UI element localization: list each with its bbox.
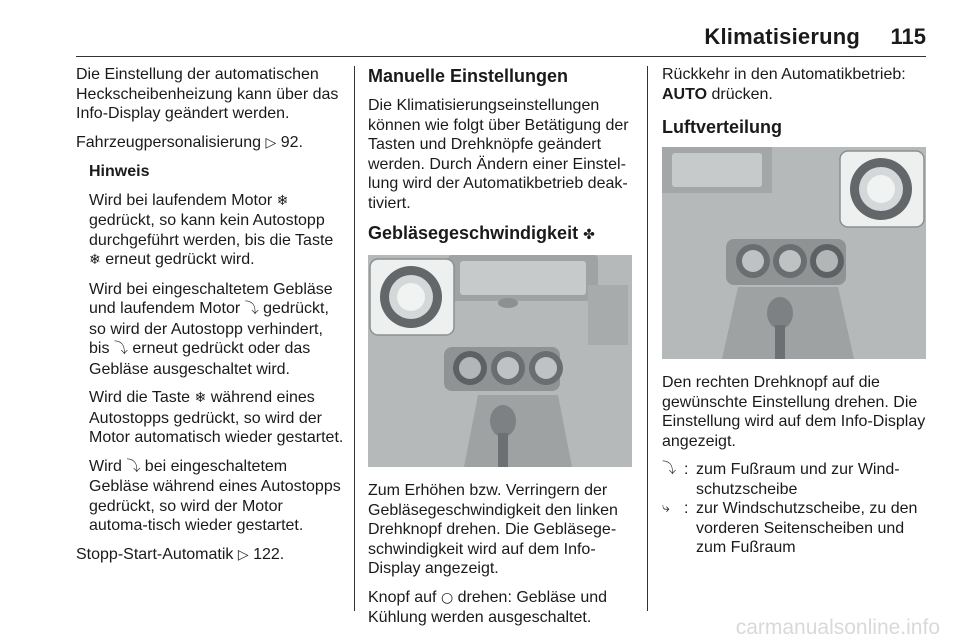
paragraph: Die Einstellung der automatischen Heckscheibenheizung kann über das Info-Display geändert werden. [76,66,339,122]
column-separator [647,66,648,611]
note-paragraph: Wird die Taste ❄ während eines Autostopps gedrückt, so wird der Motor automatisch wieder gestartet. [89,389,344,446]
note-paragraph: Wird bei eingeschaltetem Gebläse und laufendem Motor ⤵ gedrückt, so wird der Autostopp verhindert, bis ⤵ erneut gedrückt oder das Gebläse ausgeschaltet wird. [89,280,333,378]
cross-ref-page[interactable]: 92. [280,133,303,151]
list-item-description: zum Fußraum und zur Wind-schutzscheibe [696,461,900,498]
page-number: 115 [890,24,926,49]
paragraph [76,545,344,566]
air-distribution-list [662,460,930,558]
floor-windshield-icon: ⤵ [113,341,128,357]
off-icon: ○ [440,589,454,606]
paragraph: Die Klimatisierungseinstellungen können wie folgt über Betätigung der Tasten und Drehknöpfe geändert werden. Durch Ändern einer Einstel-lung wird der Automatikbetrieb deak-tiviert. [368,97,629,212]
column-3 [662,65,930,558]
note-paragraph: Wird bei laufendem Motor ❄ gedrückt, so kann kein Autostopp durchgeführt werden, bis die Taste ❄ erneut gedrückt wird. [89,191,334,268]
paragraph [76,133,344,154]
ac-icon: ❄ [194,390,207,406]
list-item-description: zur Windschutzscheibe, zu den vorderen Seitenscheiben und zum Fußraum [696,500,918,556]
air-distribution-figure [662,147,926,359]
fan-icon: ✤ [583,227,595,243]
windshield-side-floor-icon: ⤷ [662,500,670,516]
column-separator [354,66,355,611]
cross-ref-text: Fahrzeugpersonalisierung [76,133,261,151]
column-1 [76,65,344,574]
subsection-heading: Luftverteilung [662,117,782,137]
paragraph: Rückkehr in den Automatikbetrieb: AUTO drücken. [662,66,906,103]
cross-ref-page[interactable]: 122. [253,545,285,563]
floor-windshield-icon: ⤵ [662,461,676,477]
reference-arrow-icon: ▷ [265,134,277,151]
note-title: Hinweis [89,163,150,180]
ac-icon: ❄ [89,252,101,268]
auto-button-label: AUTO [662,85,708,103]
fan-speed-figure [368,255,632,467]
paragraph: Den rechten Drehknopf auf die gewünschte Einstellung drehen. Die Einstellung wird auf dem Info-Display angezeigt. [662,374,926,450]
floor-windshield-icon: ⤵ [126,458,141,475]
section-heading: Manuelle Einstellungen [368,66,569,86]
note-block [76,162,344,536]
cross-ref-text: Stopp-Start-Automatik [76,545,234,563]
subsection-heading: Gebläsegeschwindigkeit ✤ [368,223,595,243]
ac-icon: ❄ [276,192,289,209]
header-rule [76,56,926,57]
note-paragraph: Wird ⤵ bei eingeschaltetem Gebläse während eines Autostopps gedrückt, so wird der Motor automa-tisch wieder gestartet. [89,457,341,534]
list-colon: : [684,461,689,478]
paragraph: Knopf auf ○ drehen: Gebläse und Kühlung werden ausgeschaltet. [368,588,608,626]
watermark: carmanualsonline.info [735,616,940,639]
paragraph: Zum Erhöhen bzw. Verringern der Gebläsegeschwindigkeit den linken Drehknopf drehen. Die Gebläsege-schwindigkeit wird auf dem Info-Display angezeigt. [368,482,618,577]
reference-arrow-icon: ▷ [237,546,249,563]
floor-windshield-icon: ⤵ [244,301,259,317]
page-header-title: Klimatisierung [704,24,860,49]
list-colon: : [684,500,689,517]
column-2 [368,65,636,637]
